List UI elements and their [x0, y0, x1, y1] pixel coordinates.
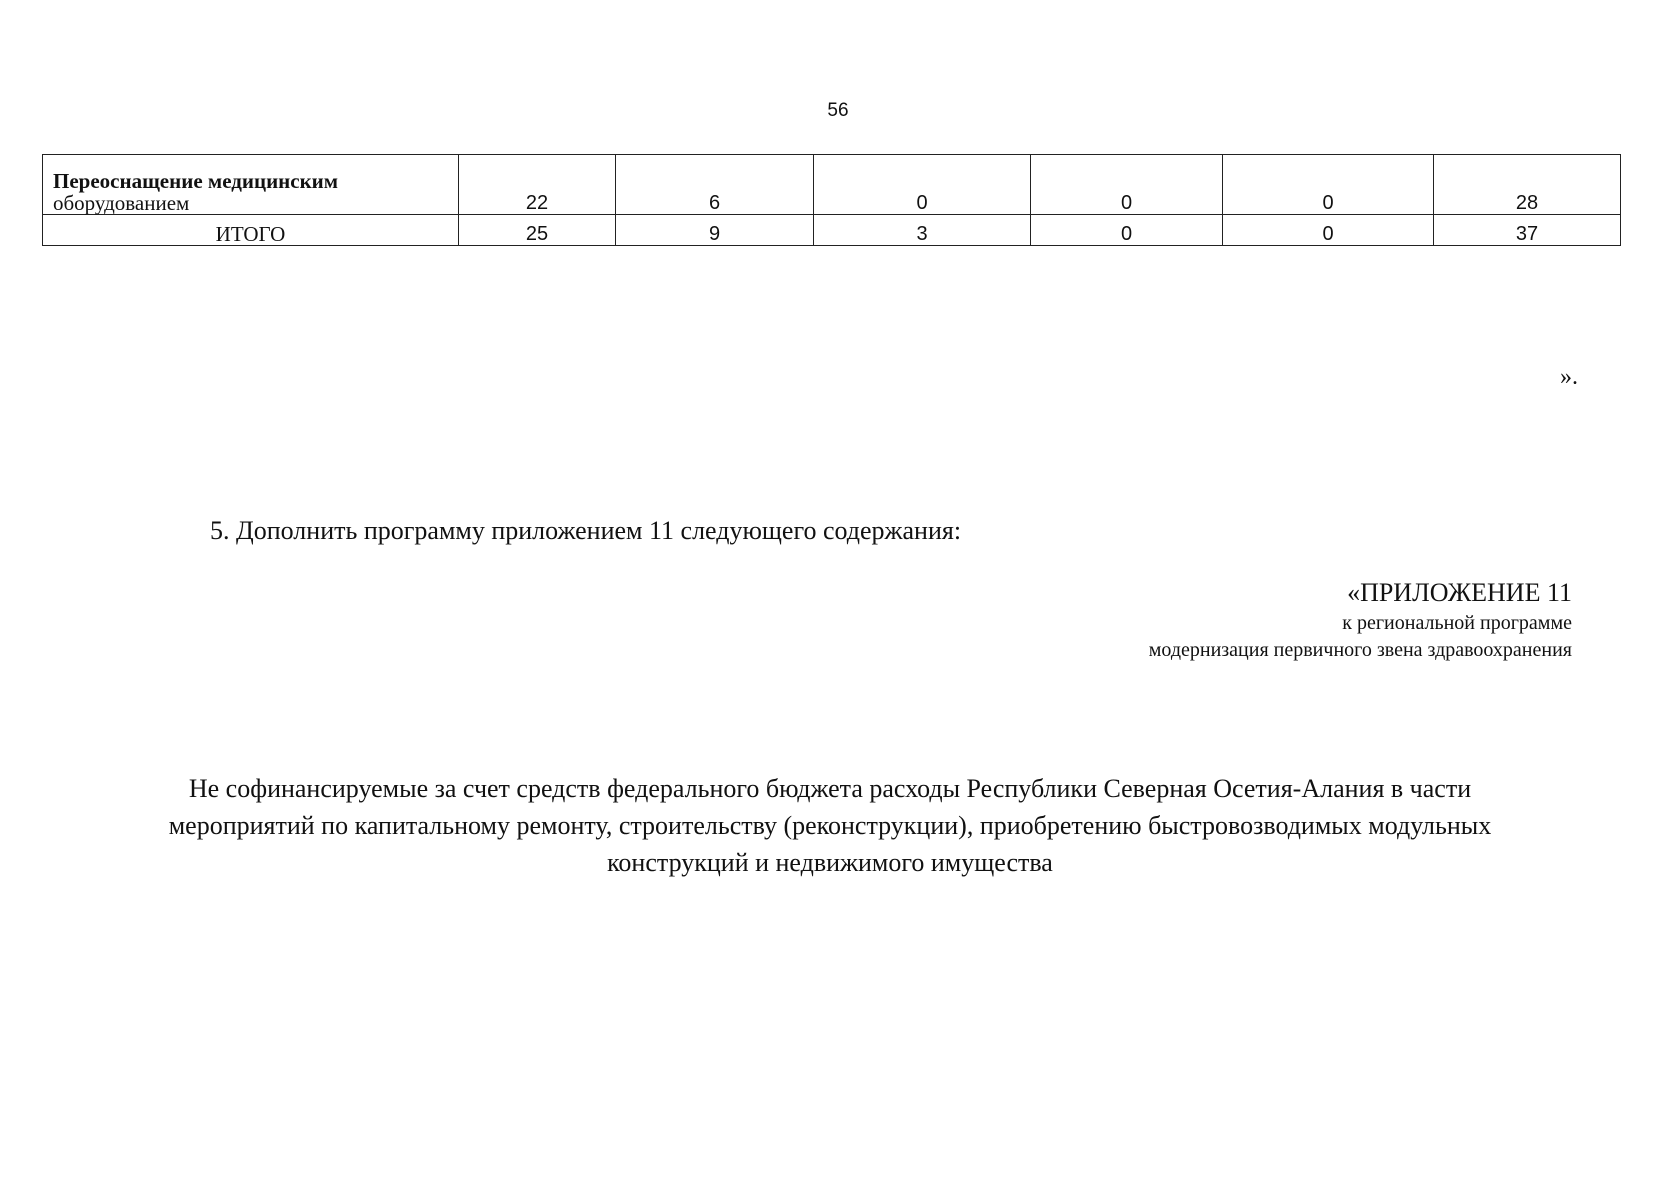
- table-cell: 0: [1223, 215, 1434, 246]
- table-cell: 0: [1223, 155, 1434, 215]
- appendix-title: «ПРИЛОЖЕНИЕ 11: [1347, 578, 1572, 607]
- expenditure-table: [42, 154, 1621, 246]
- table-cell: 3: [814, 215, 1031, 246]
- appendix-subtitle-line1: к региональной программе: [1342, 612, 1572, 634]
- table-cell: 0: [1031, 215, 1223, 246]
- row-label-total: ИТОГО: [43, 215, 459, 246]
- instruction-paragraph: 5. Дополнить программу приложением 11 следующего содержания:: [210, 516, 962, 545]
- row-label-line1: Переоснащение медицинским: [53, 169, 339, 193]
- closing-quote: ».: [1560, 364, 1578, 390]
- table-cell: 0: [814, 155, 1031, 215]
- table-cell: 0: [1031, 155, 1223, 215]
- table-cell: 37: [1434, 215, 1621, 246]
- table-cell: 28: [1434, 155, 1621, 215]
- page-number: 56: [827, 100, 849, 121]
- table-row-equipment: [43, 155, 1621, 215]
- row-label-line2: оборудованием: [53, 191, 190, 215]
- row-label-equipment: [43, 155, 459, 215]
- appendix-header: [1149, 576, 1572, 664]
- table-cell: 6: [616, 155, 814, 215]
- appendix-subtitle-line2: модернизация первичного звена здравоохранения: [1148, 639, 1572, 661]
- heading-line1: Не софинансируемые за счет средств федерального бюджета расходы Республики Северная Осетия-Алания в части: [188, 774, 1472, 803]
- heading-line3: конструкций и недвижимого имущества: [607, 848, 1053, 877]
- document-heading: [80, 770, 1580, 881]
- table-row-total: [43, 215, 1621, 246]
- table-cell: 9: [616, 215, 814, 246]
- heading-line2: мероприятий по капитальному ремонту, строительству (реконструкции), приобретению быстровозводимых модульных: [168, 811, 1492, 840]
- table-cell: 25: [459, 215, 616, 246]
- table-cell: 22: [459, 155, 616, 215]
